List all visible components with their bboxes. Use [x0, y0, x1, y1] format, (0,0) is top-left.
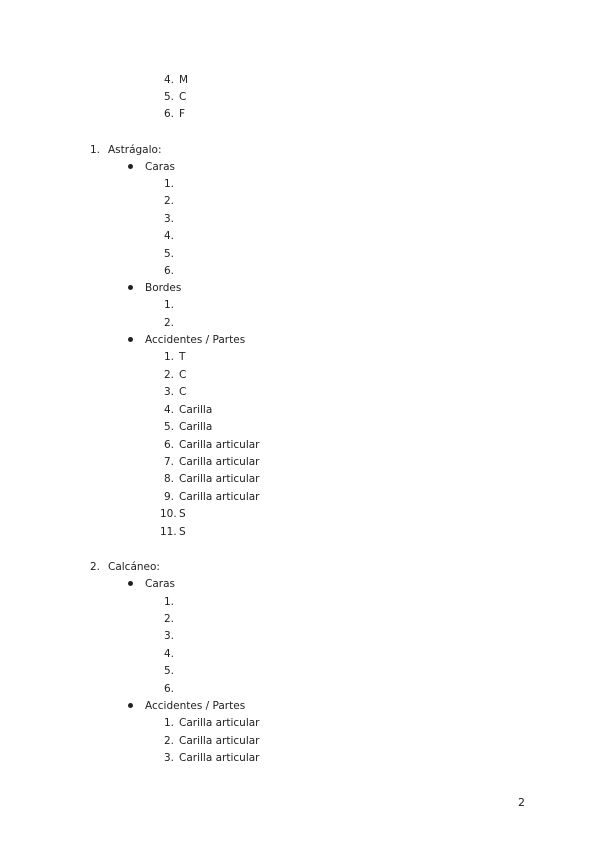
- list-number: 9.: [163, 491, 174, 503]
- list-item: [160, 454, 260, 471]
- list-item: [160, 384, 186, 401]
- list-item: [160, 489, 260, 506]
- list-item: [160, 228, 179, 245]
- list-item: [160, 437, 260, 454]
- list-number: 3.: [163, 752, 174, 764]
- bullet-icon: [128, 581, 133, 586]
- section-heading-astragalo: [90, 142, 162, 159]
- bullet-item-caras: [128, 576, 175, 593]
- list-number: 3.: [163, 386, 174, 398]
- list-item: [160, 263, 179, 280]
- list-number: 1.: [163, 178, 174, 190]
- list-text: Carilla articular: [179, 717, 260, 729]
- list-item: [160, 750, 260, 767]
- list-number: 10.: [160, 508, 177, 520]
- list-number: 4.: [163, 404, 174, 416]
- list-number: 1.: [163, 596, 174, 608]
- list-item: [160, 349, 185, 366]
- bullet-icon: [128, 164, 133, 169]
- list-text: Carilla: [179, 421, 213, 433]
- list-item: [160, 663, 179, 680]
- list-number: 8.: [163, 473, 174, 485]
- list-number: 5.: [163, 421, 174, 433]
- list-text: Carilla articular: [179, 439, 260, 451]
- bullet-item-accidentes: [128, 698, 245, 715]
- list-item: [160, 193, 179, 210]
- list-item: [160, 524, 186, 541]
- list-item: [160, 611, 179, 628]
- list-number: 3.: [163, 630, 174, 642]
- bullet-item-caras: [128, 159, 175, 176]
- bullet-label: Accidentes / Partes: [145, 700, 246, 712]
- list-item: [160, 89, 186, 106]
- page-number: 2: [518, 796, 525, 809]
- list-item: [160, 211, 179, 228]
- list-text: C: [179, 369, 187, 381]
- list-item: [160, 246, 179, 263]
- bullet-label: Caras: [145, 161, 175, 173]
- list-number: 3.: [163, 213, 174, 225]
- list-item: [160, 402, 212, 419]
- list-text: Carilla articular: [179, 473, 260, 485]
- list-number: 5.: [163, 665, 174, 677]
- bullet-item-bordes: [128, 280, 181, 297]
- section-number: 1.: [90, 144, 101, 156]
- list-text: T: [179, 351, 186, 363]
- list-item: [160, 506, 186, 523]
- bullet-icon: [128, 285, 133, 290]
- list-item: [160, 176, 179, 193]
- list-number: 2.: [163, 735, 174, 747]
- list-number: 5.: [163, 248, 174, 260]
- list-item: [160, 106, 185, 123]
- list-number: 4.: [163, 648, 174, 660]
- list-text: M: [179, 74, 189, 86]
- list-item: [160, 646, 179, 663]
- bullet-icon: [128, 703, 133, 708]
- list-number: 2.: [163, 613, 174, 625]
- list-number: 1.: [163, 717, 174, 729]
- bullet-icon: [128, 337, 133, 342]
- list-number: 5.: [163, 91, 174, 103]
- list-number: 2.: [163, 195, 174, 207]
- list-text: F: [179, 108, 186, 120]
- section-heading-calcaneo: [90, 559, 160, 576]
- list-number: 1.: [163, 351, 174, 363]
- list-item: [160, 628, 179, 645]
- list-item: [160, 733, 260, 750]
- list-item: [160, 72, 188, 89]
- list-text: Carilla articular: [179, 752, 260, 764]
- list-number: 2.: [163, 369, 174, 381]
- list-item: [160, 315, 179, 332]
- list-item: [160, 367, 186, 384]
- list-number: 4.: [163, 230, 174, 242]
- bullet-item-accidentes: [128, 332, 245, 349]
- list-number: 6.: [163, 439, 174, 451]
- list-item: [160, 471, 260, 488]
- section-title: Astrágalo:: [108, 144, 162, 156]
- list-number: 6.: [163, 265, 174, 277]
- list-text: Carilla articular: [179, 456, 260, 468]
- list-number: 4.: [163, 74, 174, 86]
- list-number: 2.: [163, 317, 174, 329]
- list-text: Carilla articular: [179, 491, 260, 503]
- list-number: 6.: [163, 683, 174, 695]
- section-title: Calcáneo:: [108, 561, 160, 573]
- list-item: [160, 297, 179, 314]
- list-item: [160, 419, 212, 436]
- bullet-label: Bordes: [145, 282, 182, 294]
- list-text: S: [179, 508, 186, 520]
- list-number: 6.: [163, 108, 174, 120]
- section-number: 2.: [90, 561, 101, 573]
- list-text: Carilla articular: [179, 735, 260, 747]
- list-text: C: [179, 91, 187, 103]
- list-number: 11.: [160, 526, 177, 538]
- list-text: Carilla: [179, 404, 213, 416]
- list-number: 1.: [163, 299, 174, 311]
- bullet-label: Accidentes / Partes: [145, 334, 246, 346]
- list-text: C: [179, 386, 187, 398]
- list-number: 7.: [163, 456, 174, 468]
- bullet-label: Caras: [145, 578, 175, 590]
- list-item: [160, 715, 260, 732]
- list-item: [160, 594, 179, 611]
- list-text: S: [179, 526, 186, 538]
- list-item: [160, 681, 179, 698]
